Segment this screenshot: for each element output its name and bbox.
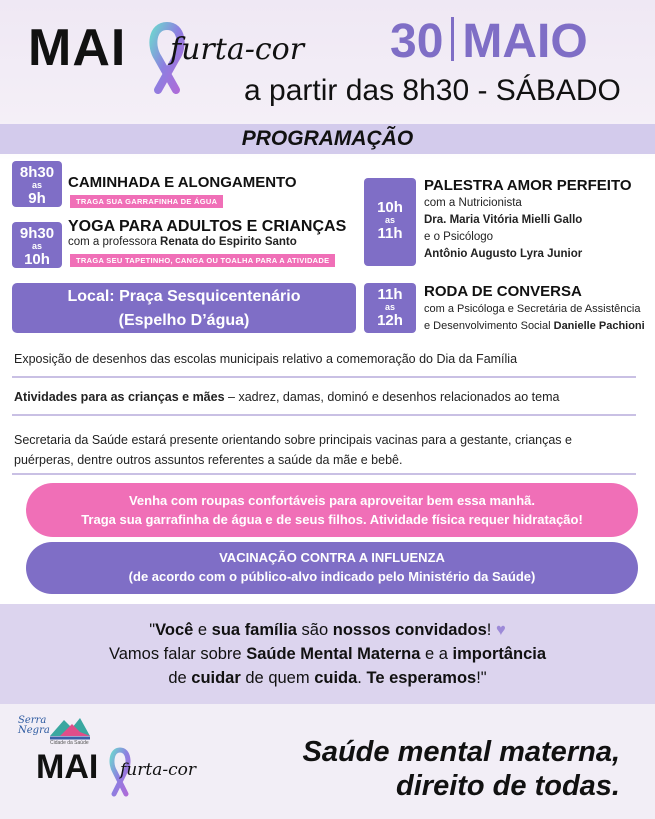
activity-note-2: TRAGA SEU TAPETINHO, CANGA OU TOALHA PARA A ATIVIDADE: [70, 254, 335, 267]
city-tagline: Cidade da Saúde: [50, 740, 89, 746]
logo-mai: MAI: [28, 19, 127, 77]
badge-as: as: [31, 241, 42, 251]
date-month: MAIO: [462, 15, 588, 68]
invitation-quote: "Você e sua família são nossos convidados! ♥ Vamos falar sobre Saúde Mental Materna e a importância de cuidar de quem cuida. Te esperamos!": [108, 621, 547, 687]
time-badge-3: [364, 178, 416, 266]
banner-line-2: (de acordo com o público-alvo indicado pelo Ministério da Saúde): [128, 569, 536, 584]
footer-logo-script: furta-cor: [120, 760, 196, 780]
event-date: [390, 14, 588, 69]
sub-prefix: com a professora: [68, 236, 161, 248]
badge-start: 8h30: [19, 164, 55, 181]
city-logo: [14, 712, 94, 752]
badge-as: as: [384, 215, 395, 225]
speaker-name: Dra. Maria Vitória Mielli Gallo: [424, 214, 583, 226]
slogan-line-1: Saúde mental materna,: [302, 736, 620, 768]
badge-start: 11h: [377, 286, 403, 303]
info-health: [14, 430, 572, 470]
location-line-1: Local: Praça Sesquicentenário: [67, 288, 301, 305]
location-line-2: (Espelho D’água): [118, 312, 250, 329]
instructor-name: Renata do Espirito Santo: [160, 236, 297, 248]
badge-start: 9h30: [19, 225, 55, 242]
time-badge-4: [364, 283, 416, 333]
time-badge-2: [12, 222, 62, 268]
badge-end: 10h: [24, 251, 50, 268]
speaker-name: Danielle Pachioni: [553, 320, 645, 332]
activity-note-1: TRAGA SUA GARRAFINHA DE ÁGUA: [70, 195, 223, 208]
badge-end: 9h: [28, 190, 46, 207]
logo-script: furta-cor: [170, 32, 305, 67]
event-time: a partir das 8h30 - SÁBADO: [244, 74, 621, 107]
sub-line: com a Nutricionista: [424, 197, 522, 209]
time-badge-1: [12, 161, 62, 207]
badge-as: as: [384, 302, 395, 312]
badge-as: as: [31, 180, 42, 190]
slogan-line-2: direito de todas.: [396, 770, 620, 802]
activity-title-2: YOGA PARA ADULTOS E CRIANÇAS: [68, 218, 347, 235]
program-title: PROGRAMAÇÃO: [241, 127, 414, 150]
divider: [12, 473, 636, 475]
activity-sub-4: [424, 301, 645, 335]
sub-line: com a Psicóloga e Secretária de Assistência: [424, 303, 641, 315]
location-box: [12, 283, 356, 333]
activity-sub-3: [424, 195, 582, 263]
city-name: Serra Negra: [18, 715, 50, 736]
info-kids: [14, 390, 559, 404]
info-exhibit: Exposição de desenhos das escolas municipais relativo a comemoração do Dia da Família: [14, 352, 518, 366]
sub-line: e o Psicólogo: [424, 231, 494, 243]
activity-title-4: RODA DE CONVERSA: [424, 283, 582, 300]
slogan: [250, 735, 620, 803]
speaker-name: Antônio Augusto Lyra Junior: [424, 248, 583, 260]
badge-start: 10h: [377, 199, 403, 216]
banner-line-2: Traga sua garrafinha de água e de seus filhos. Atividade física requer hidratação!: [81, 512, 583, 527]
sub-prefix: e Desenvolvimento Social: [424, 320, 554, 332]
city-logo-mark: [50, 714, 90, 740]
vaccination-banner: [26, 542, 638, 594]
date-day: 30: [390, 15, 444, 68]
date-separator: [451, 17, 454, 61]
banner-line-1: Venha com roupas confortáveis para aproveitar bem essa manhã.: [128, 493, 536, 508]
activity-title-1: CAMINHADA E ALONGAMENTO: [68, 174, 297, 191]
health-line-2: puérperas, dentre outros assuntos referentes a saúde da mãe e bebê.: [14, 453, 403, 467]
divider: [12, 376, 636, 378]
health-line-1: Secretaria da Saúde estará presente orientando sobre principais vacinas para a gestante, crianças e: [14, 433, 572, 447]
badge-end: 11h: [377, 225, 403, 242]
footer-logo-mai: MAI: [36, 748, 99, 786]
kids-title: Atividades para as crianças e mães: [14, 390, 225, 404]
comfort-banner: [26, 483, 638, 537]
heart-icon: ♥: [495, 621, 506, 639]
activity-title-3: PALESTRA AMOR PERFEITO: [424, 177, 632, 194]
kids-text: – xadrez, damas, dominó e desenhos relacionados ao tema: [224, 390, 560, 404]
activity-sub-2: [68, 236, 297, 248]
banner-line-1: VACINAÇÃO CONTRA A INFLUENZA: [219, 550, 445, 565]
divider: [12, 414, 636, 416]
badge-end: 12h: [377, 312, 403, 329]
